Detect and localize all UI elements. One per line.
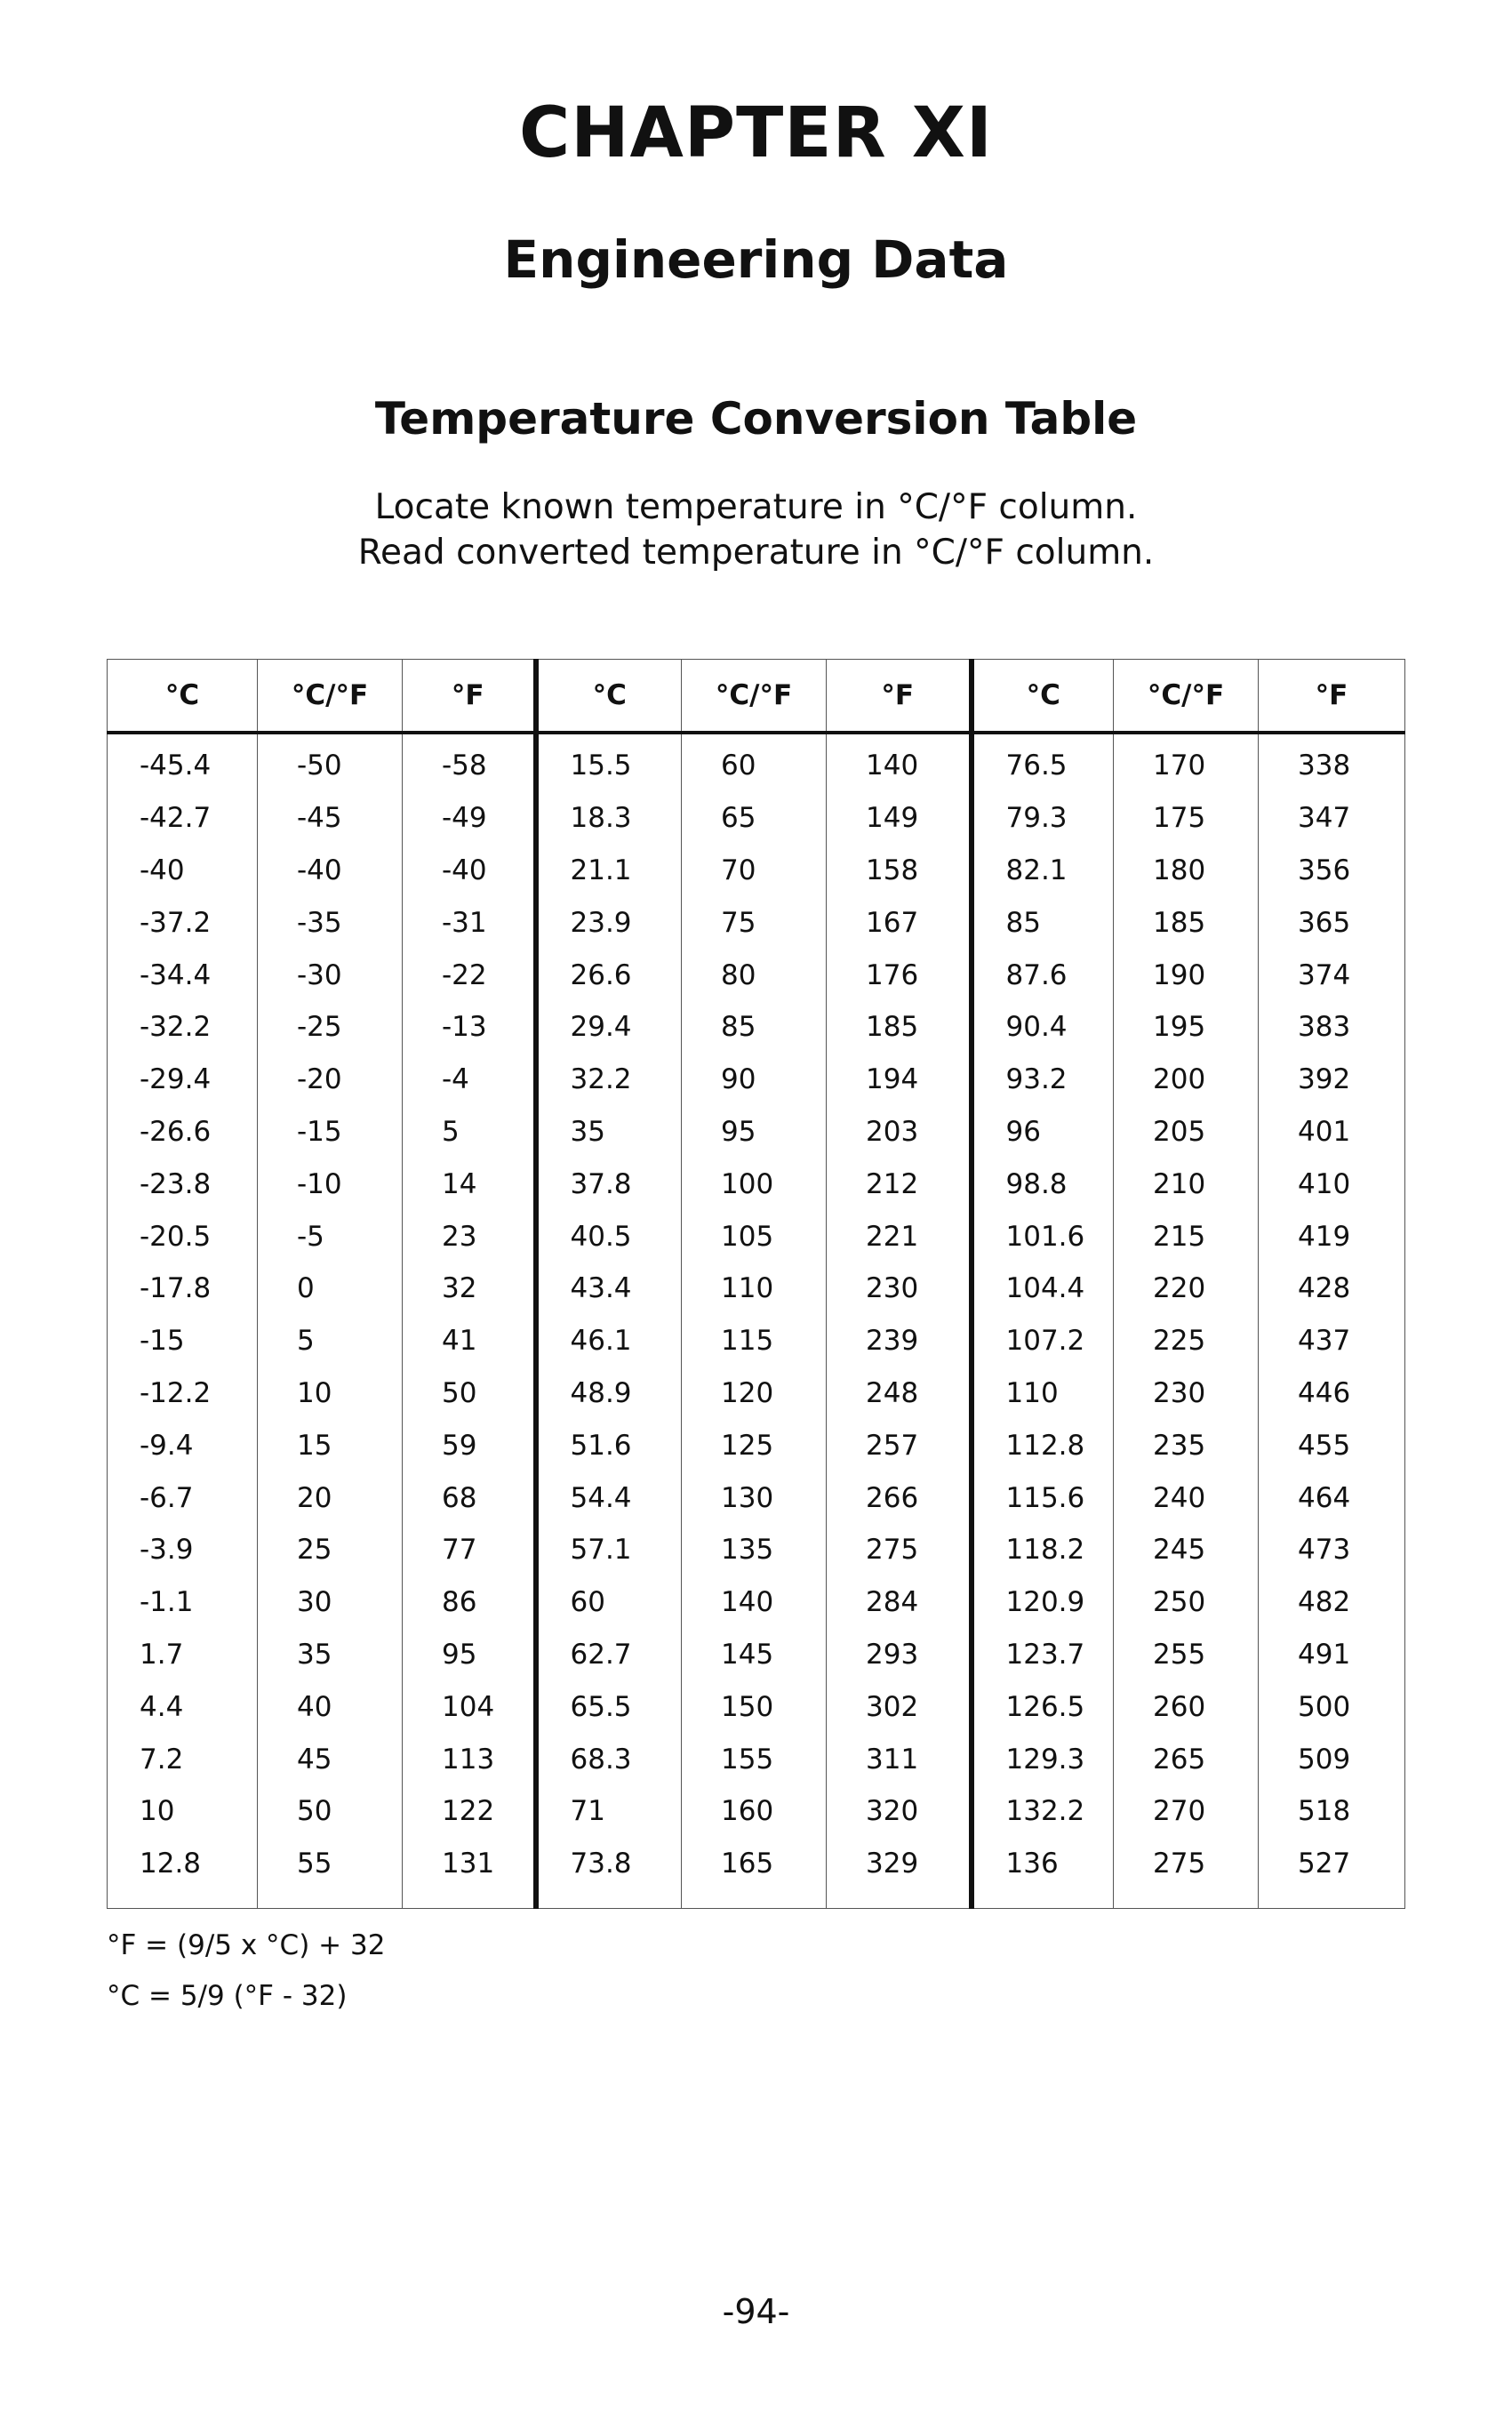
table-cell: 266 <box>827 1471 972 1524</box>
table-cell: 293 <box>827 1629 972 1681</box>
table-cell: -49 <box>403 792 536 845</box>
table-cell: -50 <box>258 733 403 792</box>
table-cell: 30 <box>258 1576 403 1629</box>
table-cell: 129.3 <box>972 1733 1114 1785</box>
table-cell: 248 <box>827 1367 972 1420</box>
table-row <box>108 792 1405 845</box>
table-cell: 155 <box>682 1733 827 1785</box>
table-cell: 518 <box>1259 1785 1405 1838</box>
table-cell: 113 <box>403 1733 536 1785</box>
table-cell: 140 <box>682 1576 827 1629</box>
table-cell: 185 <box>827 1001 972 1054</box>
table-cell: 392 <box>1259 1054 1405 1106</box>
table-cell: 311 <box>827 1733 972 1785</box>
table-cell: 90.4 <box>972 1001 1114 1054</box>
table-cell: 85 <box>972 896 1114 949</box>
table-cell: -1.1 <box>108 1576 258 1629</box>
table-cell: 51.6 <box>536 1419 682 1471</box>
table-cell: 383 <box>1259 1001 1405 1054</box>
table-cell: -3.9 <box>108 1524 258 1576</box>
table-cell: 95 <box>682 1106 827 1158</box>
table-cell: 65 <box>682 792 827 845</box>
table-cell: 60 <box>682 733 827 792</box>
instruction-line: Read converted temperature in °C/°F column. <box>357 533 1155 573</box>
table-cell: 374 <box>1259 949 1405 1001</box>
table-cell: 35 <box>536 1106 682 1158</box>
formula-celsius: °C = 5/9 (°F - 32) <box>107 1980 348 2012</box>
table-cell: 15 <box>258 1419 403 1471</box>
table-cell: 527 <box>1259 1838 1405 1908</box>
table-cell: 225 <box>1114 1315 1259 1367</box>
table-cell: 455 <box>1259 1419 1405 1471</box>
table-cell: 220 <box>1114 1263 1259 1315</box>
table-row <box>108 1838 1405 1908</box>
table-cell: 136 <box>972 1838 1114 1908</box>
table-row <box>108 1785 1405 1838</box>
table-row <box>108 949 1405 1001</box>
table-cell: 437 <box>1259 1315 1405 1367</box>
instructions <box>0 485 1512 575</box>
table-cell: -40 <box>108 845 258 897</box>
table-cell: 338 <box>1259 733 1405 792</box>
table-cell: 23 <box>403 1210 536 1263</box>
table-row <box>108 1576 1405 1629</box>
table-cell: 270 <box>1114 1785 1259 1838</box>
table-row <box>108 1001 1405 1054</box>
table-cell: 509 <box>1259 1733 1405 1785</box>
table-cell: -20 <box>258 1054 403 1106</box>
table-cell: 120 <box>682 1367 827 1420</box>
table-cell: 35 <box>258 1629 403 1681</box>
table-cell: 194 <box>827 1054 972 1106</box>
table-cell: -20.5 <box>108 1210 258 1263</box>
table-cell: 122 <box>403 1785 536 1838</box>
table-cell: 50 <box>403 1367 536 1420</box>
table-cell: 132.2 <box>972 1785 1114 1838</box>
table-cell: 73.8 <box>536 1838 682 1908</box>
table-cell: 26.6 <box>536 949 682 1001</box>
table-cell: 212 <box>827 1158 972 1210</box>
table-cell: 50 <box>258 1785 403 1838</box>
table-cell: 410 <box>1259 1158 1405 1210</box>
table-cell: 101.6 <box>972 1210 1114 1263</box>
table-cell: 265 <box>1114 1733 1259 1785</box>
table-cell: 115.6 <box>972 1471 1114 1524</box>
table-cell: 473 <box>1259 1524 1405 1576</box>
table-cell: 401 <box>1259 1106 1405 1158</box>
table-cell: 37.8 <box>536 1158 682 1210</box>
table-cell: 71 <box>536 1785 682 1838</box>
table-cell: 464 <box>1259 1471 1405 1524</box>
table-cell: 419 <box>1259 1210 1405 1263</box>
table-row <box>108 845 1405 897</box>
table-cell: 275 <box>827 1524 972 1576</box>
table-row <box>108 1680 1405 1733</box>
table-cell: 0 <box>258 1263 403 1315</box>
table-cell: 320 <box>827 1785 972 1838</box>
table-cell: 329 <box>827 1838 972 1908</box>
table-cell: 221 <box>827 1210 972 1263</box>
table-cell: 57.1 <box>536 1524 682 1576</box>
table-cell: 205 <box>1114 1106 1259 1158</box>
table-cell: 284 <box>827 1576 972 1629</box>
table-cell: 120.9 <box>972 1576 1114 1629</box>
table-cell: 130 <box>682 1471 827 1524</box>
table-row <box>108 1210 1405 1263</box>
table-cell: 135 <box>682 1524 827 1576</box>
table-row <box>108 896 1405 949</box>
table-cell: 150 <box>682 1680 827 1733</box>
table-cell: 167 <box>827 896 972 949</box>
table-cell: -6.7 <box>108 1471 258 1524</box>
table-cell: 110 <box>682 1263 827 1315</box>
table-cell: 98.8 <box>972 1158 1114 1210</box>
table-cell: -37.2 <box>108 896 258 949</box>
table-cell: -25 <box>258 1001 403 1054</box>
chapter-title: CHAPTER XI <box>519 93 993 173</box>
table-cell: 230 <box>827 1263 972 1315</box>
table-row <box>108 1054 1405 1106</box>
table-cell: -42.7 <box>108 792 258 845</box>
table-cell: 68.3 <box>536 1733 682 1785</box>
table-cell: 190 <box>1114 949 1259 1001</box>
table-cell: -30 <box>258 949 403 1001</box>
table-row <box>108 1106 1405 1158</box>
table-cell: 60 <box>536 1576 682 1629</box>
table-cell: 482 <box>1259 1576 1405 1629</box>
table-cell: 107.2 <box>972 1315 1114 1367</box>
table-cell: 160 <box>682 1785 827 1838</box>
header-cell: °C/°F <box>1114 660 1259 734</box>
table-cell: 170 <box>1114 733 1259 792</box>
table-row <box>108 1367 1405 1420</box>
header-cell: °F <box>403 660 536 734</box>
table-cell: 235 <box>1114 1419 1259 1471</box>
table-cell: 180 <box>1114 845 1259 897</box>
table-row <box>108 1263 1405 1315</box>
instruction-line: Locate known temperature in °C/°F column. <box>374 487 1138 527</box>
table-cell: 275 <box>1114 1838 1259 1908</box>
table-cell: 140 <box>827 733 972 792</box>
table-cell: 87.6 <box>972 949 1114 1001</box>
table-cell: 95 <box>403 1629 536 1681</box>
table-cell: -35 <box>258 896 403 949</box>
table-cell: 200 <box>1114 1054 1259 1106</box>
table-cell: 245 <box>1114 1524 1259 1576</box>
table-cell: 100 <box>682 1158 827 1210</box>
table-cell: 203 <box>827 1106 972 1158</box>
table-cell: 90 <box>682 1054 827 1106</box>
table-cell: 48.9 <box>536 1367 682 1420</box>
table-cell: 18.3 <box>536 792 682 845</box>
table-cell: 10 <box>108 1785 258 1838</box>
table-cell: 86 <box>403 1576 536 1629</box>
temperature-conversion-table <box>107 659 1405 1909</box>
table-row <box>108 1158 1405 1210</box>
table-cell: 195 <box>1114 1001 1259 1054</box>
header-cell: °F <box>1259 660 1405 734</box>
table-cell: 96 <box>972 1106 1114 1158</box>
table-cell: 158 <box>827 845 972 897</box>
page-number: -94- <box>722 2292 790 2331</box>
table-cell: -9.4 <box>108 1419 258 1471</box>
table-cell: 104 <box>403 1680 536 1733</box>
table-cell: 43.4 <box>536 1263 682 1315</box>
table-cell: 215 <box>1114 1210 1259 1263</box>
header-cell: °C <box>536 660 682 734</box>
table-cell: 131 <box>403 1838 536 1908</box>
table-cell: 32.2 <box>536 1054 682 1106</box>
table-cell: 85 <box>682 1001 827 1054</box>
table-cell: 70 <box>682 845 827 897</box>
table-cell: 76.5 <box>972 733 1114 792</box>
table-cell: 10 <box>258 1367 403 1420</box>
header-cell: °C/°F <box>258 660 403 734</box>
table-cell: 185 <box>1114 896 1259 949</box>
table-cell: 125 <box>682 1419 827 1471</box>
table-cell: 4.4 <box>108 1680 258 1733</box>
table-cell: 239 <box>827 1315 972 1367</box>
table-cell: 210 <box>1114 1158 1259 1210</box>
table-cell: 105 <box>682 1210 827 1263</box>
table-cell: 15.5 <box>536 733 682 792</box>
table-cell: 240 <box>1114 1471 1259 1524</box>
table-cell: -15 <box>258 1106 403 1158</box>
table-row <box>108 1629 1405 1681</box>
table-cell: 32 <box>403 1263 536 1315</box>
table-cell: -15 <box>108 1315 258 1367</box>
table-cell: -34.4 <box>108 949 258 1001</box>
table-cell: 257 <box>827 1419 972 1471</box>
table-cell: 118.2 <box>972 1524 1114 1576</box>
table-cell: -10 <box>258 1158 403 1210</box>
table-cell: 82.1 <box>972 845 1114 897</box>
table-cell: 500 <box>1259 1680 1405 1733</box>
table-cell: -4 <box>403 1054 536 1106</box>
table-cell: 68 <box>403 1471 536 1524</box>
table-cell: -58 <box>403 733 536 792</box>
table-cell: 230 <box>1114 1367 1259 1420</box>
table-cell: 62.7 <box>536 1629 682 1681</box>
table-row <box>108 1471 1405 1524</box>
table-cell: 20 <box>258 1471 403 1524</box>
table-cell: 104.4 <box>972 1263 1114 1315</box>
table-cell: 14 <box>403 1158 536 1210</box>
table-cell: 347 <box>1259 792 1405 845</box>
table-cell: 75 <box>682 896 827 949</box>
table-row <box>108 1733 1405 1785</box>
table-cell: 5 <box>258 1315 403 1367</box>
table-cell: 112.8 <box>972 1419 1114 1471</box>
table-cell: 93.2 <box>972 1054 1114 1106</box>
table-cell: 126.5 <box>972 1680 1114 1733</box>
table-cell: 55 <box>258 1838 403 1908</box>
table-cell: -17.8 <box>108 1263 258 1315</box>
table-cell: 5 <box>403 1106 536 1158</box>
table-cell: 260 <box>1114 1680 1259 1733</box>
table-cell: 80 <box>682 949 827 1001</box>
table-cell: 250 <box>1114 1576 1259 1629</box>
table-cell: 46.1 <box>536 1315 682 1367</box>
table-cell: 40.5 <box>536 1210 682 1263</box>
table-cell: 40 <box>258 1680 403 1733</box>
table-cell: -26.6 <box>108 1106 258 1158</box>
table-cell: -12.2 <box>108 1367 258 1420</box>
table-cell: 255 <box>1114 1629 1259 1681</box>
table-cell: -45 <box>258 792 403 845</box>
table-cell: 29.4 <box>536 1001 682 1054</box>
table-cell: 7.2 <box>108 1733 258 1785</box>
header-cell: °C/°F <box>682 660 827 734</box>
table-cell: -40 <box>258 845 403 897</box>
table-row <box>108 1524 1405 1576</box>
table-cell: 176 <box>827 949 972 1001</box>
table-cell: 1.7 <box>108 1629 258 1681</box>
header-cell: °F <box>827 660 972 734</box>
table-title: Temperature Conversion Table <box>374 393 1138 445</box>
table-cell: 446 <box>1259 1367 1405 1420</box>
table-cell: -5 <box>258 1210 403 1263</box>
table-cell: 302 <box>827 1680 972 1733</box>
table-cell: 149 <box>827 792 972 845</box>
table-cell: 54.4 <box>536 1471 682 1524</box>
table-cell: 23.9 <box>536 896 682 949</box>
table-cell: 77 <box>403 1524 536 1576</box>
table-body <box>108 733 1405 1908</box>
table-row <box>108 1419 1405 1471</box>
table-cell: 491 <box>1259 1629 1405 1681</box>
table-cell: 365 <box>1259 896 1405 949</box>
table-cell: -23.8 <box>108 1158 258 1210</box>
table-cell: 123.7 <box>972 1629 1114 1681</box>
table-header-row <box>108 660 1405 734</box>
table-cell: 428 <box>1259 1263 1405 1315</box>
table-cell: 110 <box>972 1367 1114 1420</box>
formula-fahrenheit: °F = (9/5 x °C) + 32 <box>107 1929 386 1961</box>
table-cell: -32.2 <box>108 1001 258 1054</box>
header-cell: °C <box>972 660 1114 734</box>
table-cell: 25 <box>258 1524 403 1576</box>
table-cell: -22 <box>403 949 536 1001</box>
table-cell: 41 <box>403 1315 536 1367</box>
header-cell: °C <box>108 660 258 734</box>
table-row <box>108 733 1405 792</box>
table-cell: 165 <box>682 1838 827 1908</box>
table-cell: 65.5 <box>536 1680 682 1733</box>
table-cell: 79.3 <box>972 792 1114 845</box>
table-cell: 175 <box>1114 792 1259 845</box>
table-cell: -13 <box>403 1001 536 1054</box>
section-title: Engineering Data <box>503 229 1009 290</box>
table-cell: 145 <box>682 1629 827 1681</box>
table-cell: 12.8 <box>108 1838 258 1908</box>
table-cell: 356 <box>1259 845 1405 897</box>
table-cell: 115 <box>682 1315 827 1367</box>
table-row <box>108 1315 1405 1367</box>
table-cell: -40 <box>403 845 536 897</box>
table-cell: 21.1 <box>536 845 682 897</box>
table-cell: -29.4 <box>108 1054 258 1106</box>
table-cell: 45 <box>258 1733 403 1785</box>
table-cell: -31 <box>403 896 536 949</box>
table-cell: -45.4 <box>108 733 258 792</box>
table-cell: 59 <box>403 1419 536 1471</box>
